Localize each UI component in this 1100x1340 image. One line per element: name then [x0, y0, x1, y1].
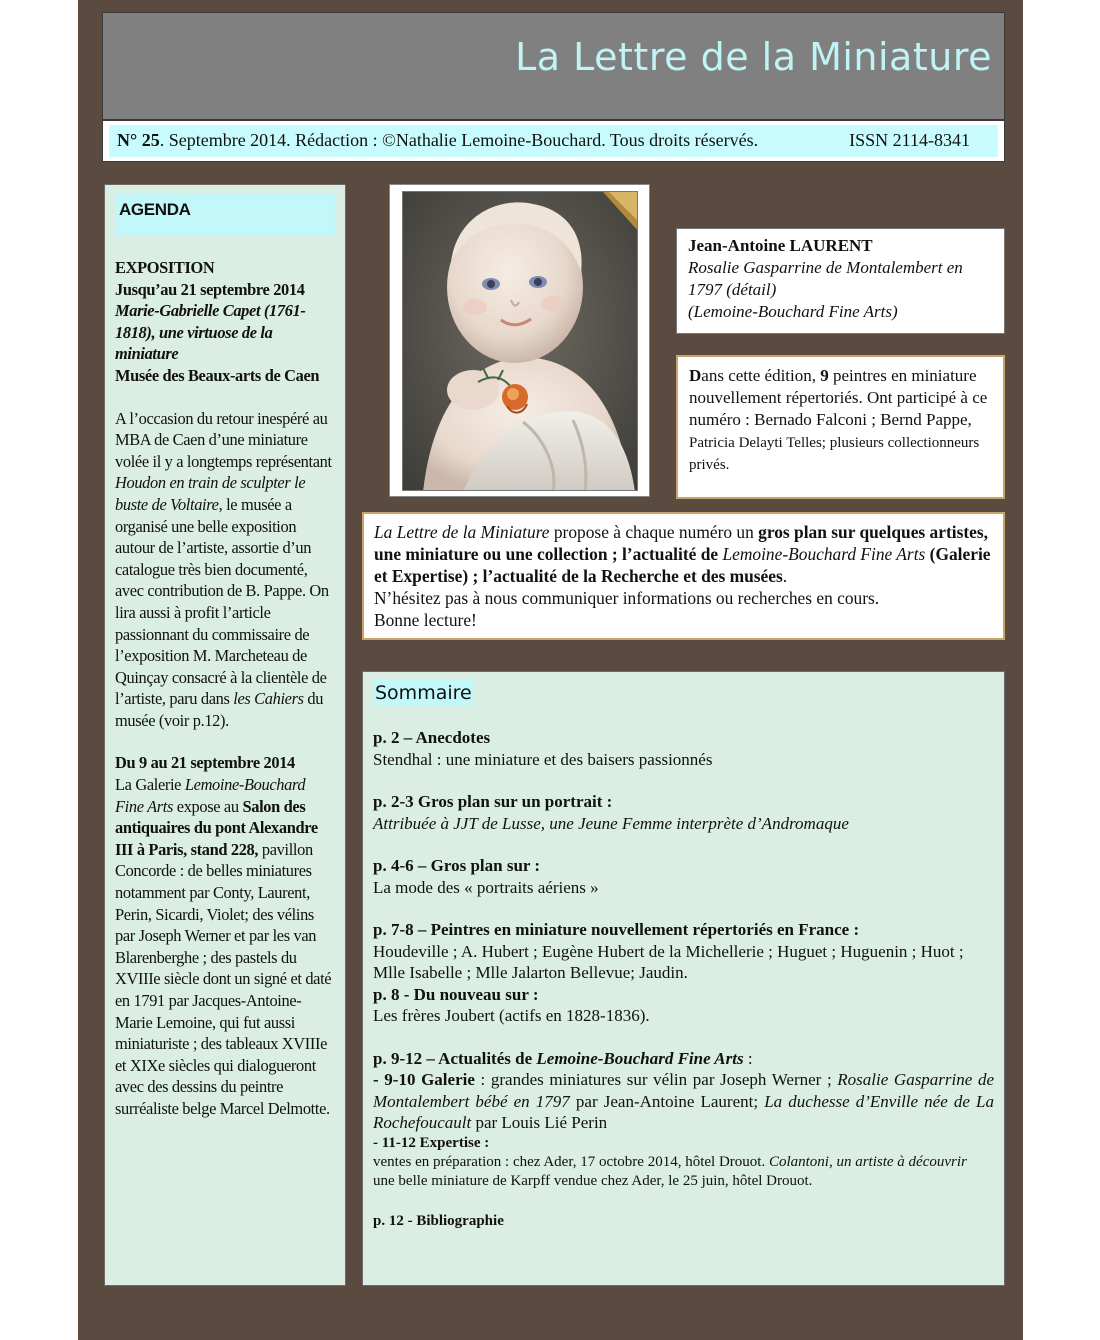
caption-artist: Jean-Antoine LAURENT	[688, 236, 873, 255]
exposition-text: A l’occasion du retour inespéré au MBA de Caen d’une miniature volée il y a longtemps représentant Houdon en train de sculpter le buste de Voltaire, le musée a organisé une belle exposition autour de l’artiste, assortie d’un catalogue très bien documenté, avec contribution de B. Pappe. On lira aussi à profit l’article passionnant du commissaire de l’exposition M. Marcheteau de Quinçay consacré à la clientèle de l’artiste, paru dans les Cahiers du musée (voir p.12).	[115, 408, 332, 730]
edition-box: Dans cette édition, 9 peintres en miniature nouvellement répertoriés. Ont participé à ce numéro : Bernado Falconi ; Bernd Pappe, Patricia Delayti Telles; plusieurs collectionneurs privés.	[676, 355, 1005, 499]
exposition-block	[115, 257, 335, 387]
agenda-column	[104, 184, 346, 1286]
intro-contact-line: N’hésitez pas à nous communiquer informations ou recherches en cours.	[374, 588, 880, 608]
portrait-illustration	[403, 192, 638, 491]
issn: ISSN 2114-8341	[849, 130, 970, 150]
intro-closing: Bonne lecture!	[374, 610, 477, 630]
newsletter-title: La Lettre de la Miniature	[515, 35, 992, 79]
salon-dates: Du 9 au 21 septembre 2014	[115, 753, 295, 773]
sommaire-entry-actualites: p. 9-12 – Actualités de Lemoine-Bouchard Fine Arts : - 9-10 Galerie : grandes miniatures sur vélin par Joseph Werner ; Rosalie Gasparrine de Montalembert bébé en 1797 par Jean-Antoine Laurent; La duchesse d’Enville née de La Rochefoucault par Louis Lié Perin - 11-12 Expertise : ventes en préparation : chez Ader, 17 octobre 2014, hôtel Drouot. Colantoni, un artiste à découvrir une belle miniature de Karpff vendue chez Ader, le 25 juin, hôtel Drouot.	[373, 1048, 995, 1189]
portrait-frame	[389, 184, 650, 497]
sommaire-entry-gros-plan: p. 4-6 – Gros plan sur : La mode des « portraits aériens »	[373, 856, 599, 897]
newsletter-header	[102, 12, 1005, 120]
agenda-heading: AGENDA	[115, 193, 335, 235]
sommaire-box	[362, 671, 1005, 1286]
intro-newsletter-name: La Lettre de la Miniature	[374, 522, 550, 542]
portrait-caption	[676, 228, 1005, 334]
painter-count: 9	[820, 366, 829, 385]
salon-text: La Galerie Lemoine-Bouchard Fine Arts expose au Salon des antiquaires du pont Alexandre III à Paris, stand 228, pavillon Concorde : de belles miniatures notamment par Conty, Laurent, Perin, Sicardi, Violet; des vélins par Joseph Werner et par les van Blarenberghe ; des pastels du XVIIIe siècle dont un signé et daté en 1791 par Jacques-Antoine-Marie Lemoine, qui fut aussi miniaturiste ; des tableaux XVIIIe et XIXe siècles qui dialogueront avec des dessins du peintre surréaliste belge Marcel Delmotte.	[115, 775, 332, 1118]
issue-bar	[102, 120, 1005, 162]
sommaire-entry-portrait: p. 2-3 Gros plan sur un portrait : Attribuée à JJT de Lusse, une Jeune Femme interprète d’Andromaque	[373, 792, 849, 833]
intro-box: La Lettre de la Miniature propose à chaque numéro un gros plan sur quelques artistes, une miniature ou une collection ; l’actualité de Lemoine-Bouchard Fine Arts (Galerie et Expertise) ; l’actualité de la Recherche et des musées. N’hésitez pas à nous communiquer informations ou recherches en cours. Bonne lecture!	[362, 512, 1005, 640]
exposition-dates: Jusqu’au 21 septembre 2014	[115, 279, 305, 299]
sommaire-entry-bibliographie: p. 12 - Bibliographie	[373, 1212, 504, 1229]
caption-work: Rosalie Gasparrine de Montalembert en 1797 (détail)	[688, 258, 963, 299]
exposition-title: Marie-Gabrielle Capet (1761-1818), une virtuose de la miniature	[115, 301, 306, 364]
sommaire-heading: Sommaire	[375, 682, 472, 704]
exposition-venue: Musée des Beaux-arts de Caen	[115, 365, 320, 385]
sommaire-entry-peintres: p. 7-8 – Peintres en miniature nouvellement répertoriés en France : Houdeville ; A. Hubert ; Eugène Hubert de la Michellerie ; Huguet ; Huguenin ; Huot ; Mlle Isabelle ; Mlle Jalarton Bellevue; Jaudin.	[373, 920, 964, 982]
portrait-miniature-image	[402, 191, 638, 491]
salon-block	[115, 752, 335, 1119]
sommaire-entry-anecdotes: p. 2 – Anecdotes Stendhal : une miniature et des baisers passionnés	[373, 728, 713, 769]
issue-details: . Septembre 2014. Rédaction : ©Nathalie Lemoine-Bouchard. Tous droits réservés.	[159, 130, 759, 150]
exposition-label: EXPOSITION	[115, 258, 215, 277]
sommaire-entry-nouveau: p. 8 - Du nouveau sur : Les frères Joubert (actifs en 1828-1836).	[373, 984, 650, 1025]
caption-collection: (Lemoine-Bouchard Fine Arts)	[688, 302, 898, 321]
issue-number: N° 25	[117, 130, 160, 150]
issue-info	[109, 125, 998, 157]
